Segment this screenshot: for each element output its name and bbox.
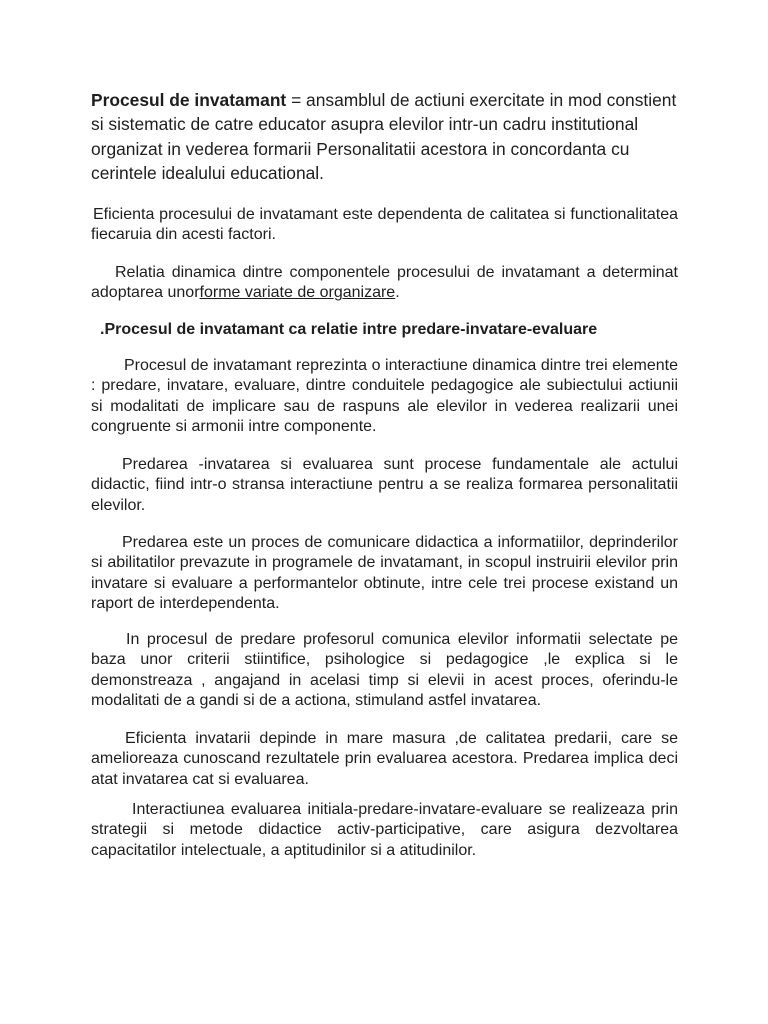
paragraph-predarea-comunicare: Predarea este un proces de comunicare didactica a informatiilor, deprinderilor si abilitatilor prevazute in programele de invatamant, in scopul instruirii elevilor prin invatare si evaluare a performantelor obtinute, intre cele trei procese existand un raport de interdependenta.	[91, 534, 678, 613]
definition-text: = ansamblul de actiuni exercitate in mod constient si sistematic de catre educator asupra elevilor intr-un cadru institutional organizat in vederea formarii Personalitatii acestora in concordanta cu cerintele idealului educational.	[91, 90, 677, 183]
paragraph-eficienta: Eficienta procesului de invatamant este dependenta de calitatea si functionalitatea fiecaruia din acesti factori.	[91, 206, 678, 244]
paragraph-relatia-text: Relatia dinamica dintre componentele procesului de invatamant a determinat adoptarea unor	[91, 264, 678, 302]
paragraph-eficienta-invatarii: Eficienta invatarii depinde in mare masura ,de calitatea predarii, care se amelioreaza cunoscand rezultatele prin evaluarea acestora. Predarea implica deci atat invatarea cat si evaluarea.	[91, 730, 678, 788]
definition-paragraph	[91, 88, 678, 185]
paragraph-interactiunea: Interactiunea evaluarea initiala-predare-invatare-evaluare se realizeaza prin strategii si metode didactice activ-participative, care asigura dezvoltarea capacitatilor intelectuale, a aptitudinilor si a atitudinilor.	[91, 801, 678, 859]
paragraph-relatia-end: .	[395, 284, 400, 302]
section-heading: .Procesul de invatamant ca relatie intre predare-invatare-evaluare	[100, 321, 598, 338]
paragraph-predarea-invatarea: Predarea -invatarea si evaluarea sunt procese fundamentale ale actului didactic, fiind intr-o stransa interactiune pentru a se realiza formarea personalitatii elevilor.	[91, 456, 678, 514]
paragraph-procesul: Procesul de invatamant reprezinta o interactiune dinamica dintre trei elemente : predare, invatare, evaluare, dintre conduitele pedagogice ale subiectului actiunii si modalitati de implicare sau de raspuns ale elevilor in vederea realizarii unei congruente si armonii intre componente.	[91, 357, 678, 436]
paragraph-relatia	[91, 263, 678, 304]
forme-variate-link[interactable]: forme variate de organizare	[199, 284, 396, 302]
paragraph-procesul-predare: In procesul de predare profesorul comunica elevilor informatii selectate pe baza unor criterii stiintifice, psihologice si pedagogice ,le explica si le demonstreaza , angajand in acelasi timp si elevii in acest proces, oferindu-le modalitati de a gandi si de a actiona, stimuland astfel invatarea.	[91, 631, 678, 710]
definition-term: Procesul de invatamant	[91, 90, 287, 110]
